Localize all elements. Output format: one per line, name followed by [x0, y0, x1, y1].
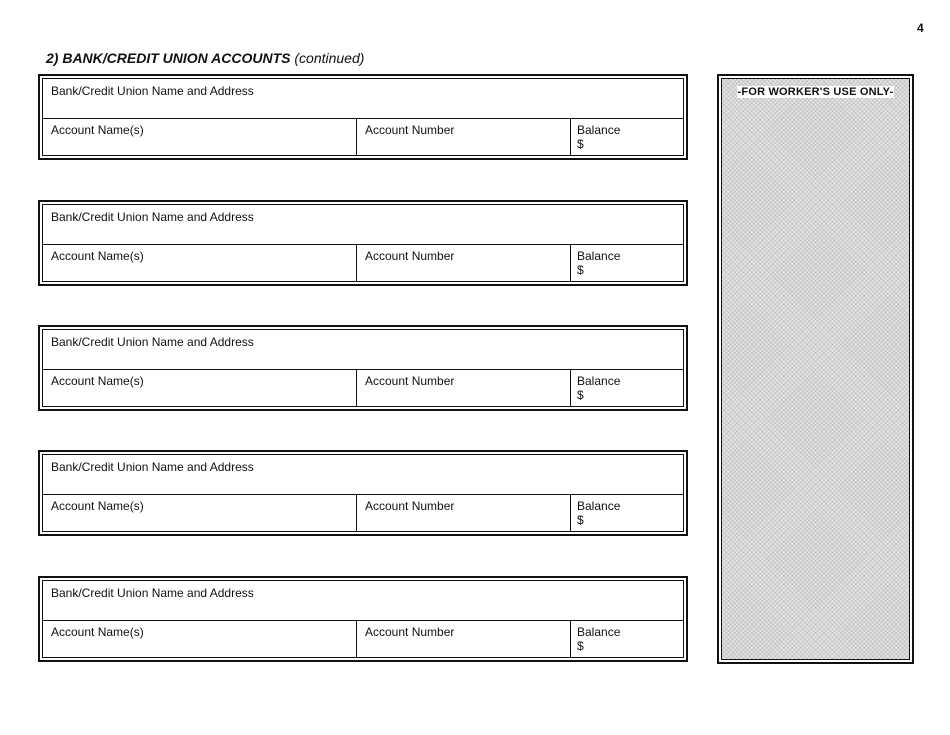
bank-name-address-field[interactable]	[43, 205, 683, 245]
account-block-frame	[42, 204, 684, 282]
balance-currency: $	[577, 513, 584, 527]
balance-currency: $	[577, 388, 584, 402]
account-block-2	[38, 200, 688, 286]
account-number-field[interactable]	[357, 495, 571, 531]
balance-field[interactable]	[571, 495, 683, 531]
account-number-label: Account Number	[365, 374, 455, 388]
worker-use-panel	[717, 74, 914, 664]
balance-currency: $	[577, 639, 584, 653]
account-names-field[interactable]	[43, 119, 357, 155]
balance-field[interactable]	[571, 119, 683, 155]
balance-currency: $	[577, 137, 584, 151]
account-names-label: Account Name(s)	[51, 374, 144, 388]
balance-label: Balance	[577, 123, 621, 137]
account-names-label: Account Name(s)	[51, 249, 144, 263]
balance-label: Balance	[577, 499, 621, 513]
account-names-label: Account Name(s)	[51, 625, 144, 639]
bank-name-address-label: Bank/Credit Union Name and Address	[51, 586, 254, 600]
bank-name-address-label: Bank/Credit Union Name and Address	[51, 335, 254, 349]
balance-label: Balance	[577, 374, 621, 388]
page-number: 4	[917, 21, 924, 35]
section-title-main: 2) BANK/CREDIT UNION ACCOUNTS	[46, 50, 291, 66]
account-details-row	[43, 245, 683, 281]
balance-field[interactable]	[571, 370, 683, 406]
account-block-frame	[42, 454, 684, 532]
account-number-field[interactable]	[357, 370, 571, 406]
account-details-row	[43, 495, 683, 531]
balance-field[interactable]	[571, 621, 683, 657]
worker-use-label: -FOR WORKER'S USE ONLY-	[737, 86, 894, 98]
worker-use-shaded-area	[721, 78, 910, 660]
account-details-row	[43, 370, 683, 406]
account-details-row	[43, 621, 683, 657]
bank-name-address-field[interactable]	[43, 79, 683, 119]
account-number-label: Account Number	[365, 625, 455, 639]
account-block-frame	[42, 580, 684, 658]
bank-name-address-field[interactable]	[43, 581, 683, 621]
account-number-label: Account Number	[365, 499, 455, 513]
account-number-field[interactable]	[357, 621, 571, 657]
account-block-frame	[42, 329, 684, 407]
bank-name-address-label: Bank/Credit Union Name and Address	[51, 84, 254, 98]
balance-label: Balance	[577, 625, 621, 639]
account-block-frame	[42, 78, 684, 156]
balance-label: Balance	[577, 249, 621, 263]
account-block-1	[38, 74, 688, 160]
account-details-row	[43, 119, 683, 155]
balance-field[interactable]	[571, 245, 683, 281]
account-number-field[interactable]	[357, 119, 571, 155]
account-block-5	[38, 576, 688, 662]
account-names-field[interactable]	[43, 621, 357, 657]
account-number-field[interactable]	[357, 245, 571, 281]
account-names-label: Account Name(s)	[51, 123, 144, 137]
section-title-subtitle: (continued)	[294, 50, 365, 66]
account-names-field[interactable]	[43, 495, 357, 531]
bank-name-address-field[interactable]	[43, 330, 683, 370]
section-title	[46, 50, 364, 66]
bank-name-address-label: Bank/Credit Union Name and Address	[51, 460, 254, 474]
account-names-field[interactable]	[43, 245, 357, 281]
bank-name-address-label: Bank/Credit Union Name and Address	[51, 210, 254, 224]
account-names-label: Account Name(s)	[51, 499, 144, 513]
bank-name-address-field[interactable]	[43, 455, 683, 495]
account-names-field[interactable]	[43, 370, 357, 406]
account-block-3	[38, 325, 688, 411]
account-number-label: Account Number	[365, 249, 455, 263]
account-number-label: Account Number	[365, 123, 455, 137]
account-block-4	[38, 450, 688, 536]
balance-currency: $	[577, 263, 584, 277]
